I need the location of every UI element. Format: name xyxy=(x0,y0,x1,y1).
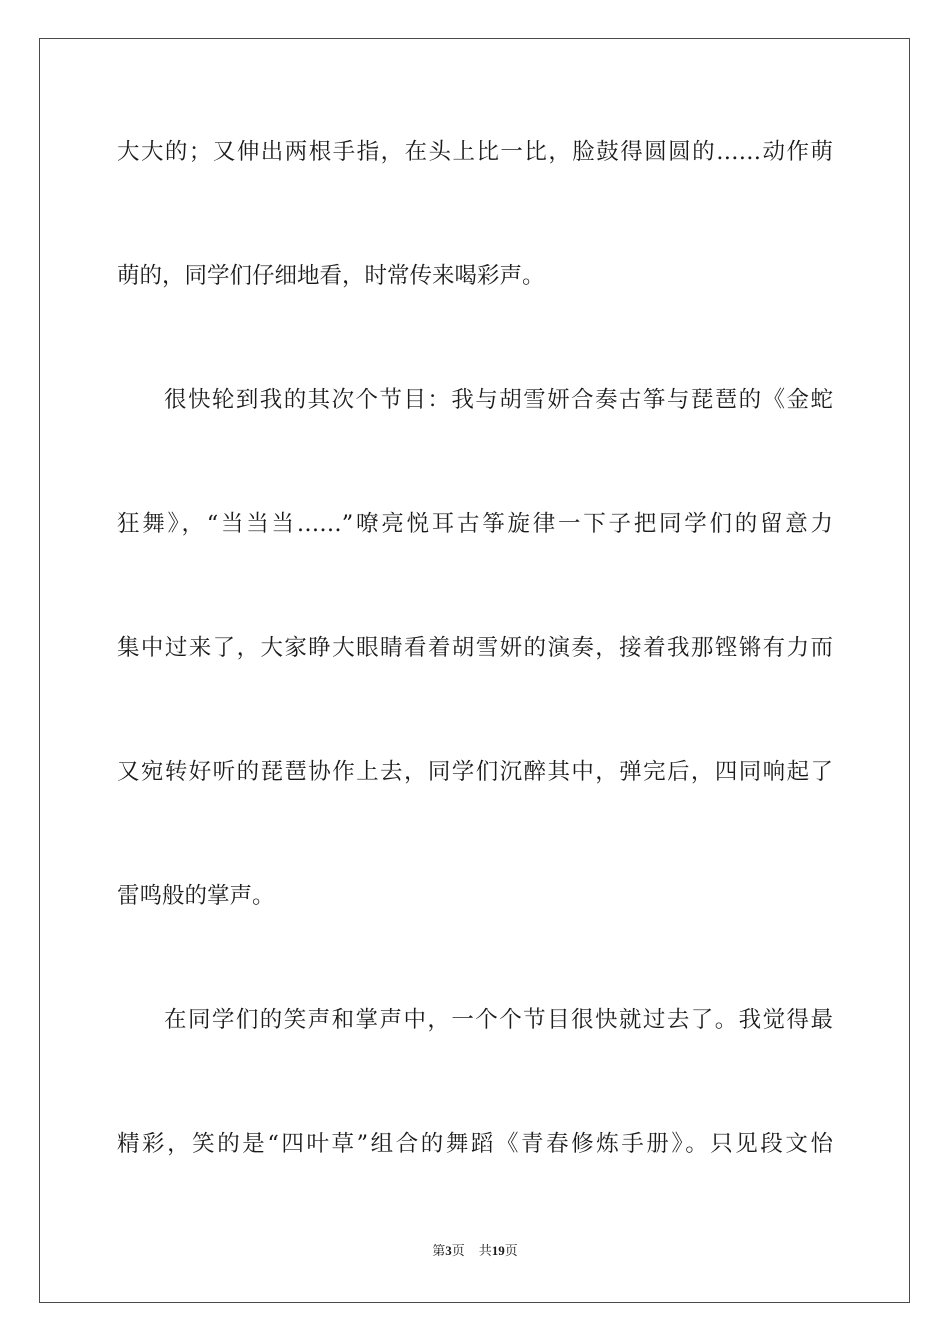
text-line: 萌的，同学们仔细地看，时常传来喝彩声。 xyxy=(117,263,545,289)
page-border xyxy=(39,38,910,1303)
total-prefix: 共 xyxy=(478,1243,492,1258)
page-number: 3 xyxy=(445,1243,452,1258)
page-suffix: 页 xyxy=(451,1243,465,1258)
text-line: 很快轮到我的其次个节目：我与胡雪妍合奏古筝与琵琶的《金蛇 xyxy=(164,387,833,413)
text-line: 雷鸣般的掌声。 xyxy=(117,883,275,909)
text-line: 又宛转好听的琵琶协作上去，同学们沉醉其中，弹完后，四同响起了 xyxy=(117,759,833,785)
page-footer xyxy=(0,1240,950,1259)
text-line: 大大的；又伸出两根手指，在头上比一比，脸鼓得圆圆的……动作萌 xyxy=(117,139,833,165)
page-prefix: 第 xyxy=(432,1243,446,1258)
text-line: 在同学们的笑声和掌声中，一个个节目很快就过去了。我觉得最 xyxy=(164,1007,833,1033)
text-line: 狂舞》，“当当当……”嘹亮悦耳古筝旋律一下子把同学们的留意力 xyxy=(117,511,833,537)
text-line: 精彩，笑的是“四叶草”组合的舞蹈《青春修炼手册》。只见段文怡 xyxy=(117,1131,833,1157)
text-line: 集中过来了，大家睁大眼睛看着胡雪妍的演奏，接着我那铿锵有力而 xyxy=(117,635,833,661)
total-pages: 19 xyxy=(491,1243,505,1258)
total-suffix: 页 xyxy=(504,1243,518,1258)
